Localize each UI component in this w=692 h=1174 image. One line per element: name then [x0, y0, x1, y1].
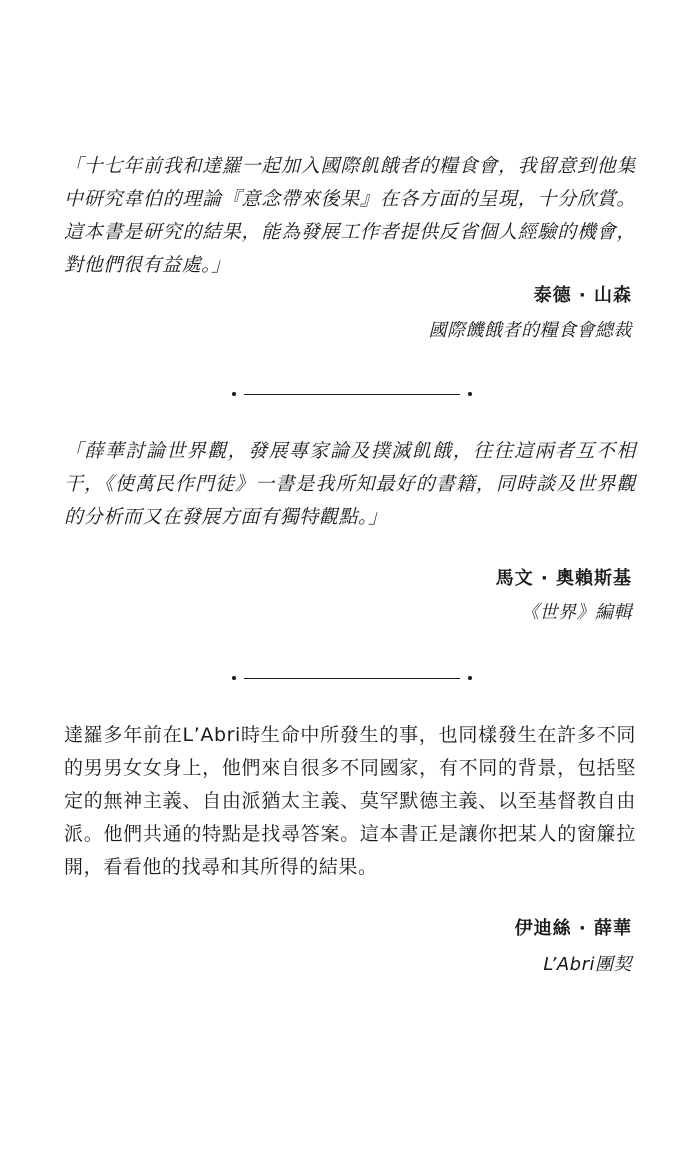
section-divider-2 — [232, 674, 472, 684]
divider-dot — [232, 392, 236, 396]
divider-line — [244, 678, 460, 679]
divider-dot — [468, 676, 472, 680]
divider-dot — [232, 676, 236, 680]
endorsement-quote-1: 「十七年前我和達羅一起加入國際飢餓者的糧食會，我留意到他集中研究韋伯的理論『意念帶來後果』在各方面的呈現，十分欣賞。這本書是研究的結果，能為發展工作者提供反省個人經驗的機會，對他們很有益處。」 — [64, 155, 636, 276]
endorsement-author-3: 伊迪絲 · 薛華 — [514, 918, 632, 939]
divider-dot — [468, 392, 472, 396]
endorsement-role-3: L’Abri團契 — [543, 954, 632, 975]
endorsement-role-1: 國際饑餓者的糧食會總裁 — [428, 320, 632, 341]
endorsement-role-2: 《世界》編輯 — [521, 602, 632, 623]
endorsement-author-2: 馬文 · 奧賴斯基 — [495, 568, 632, 589]
divider-line — [244, 394, 460, 395]
endorsement-author-1: 泰德 · 山森 — [533, 285, 632, 306]
endorsement-quote-3: 達羅多年前在L’Abri時生命中所發生的事，也同樣發生在許多不同的男男女女身上，他們來自很多不同國家，有不同的背景，包括堅定的無神主義、自由派猶太主義、莫罕默德主義、以至基督教自由派。他們共通的特點是找尋答案。這本書正是讓你把某人的窗簾拉開，看看他的找尋和其所得的結果。 — [64, 724, 636, 878]
endorsement-quote-2: 「薛華討論世界觀，發展專家論及撲滅飢餓，往往這兩者互不相干，《使萬民作門徒》一書是我所知最好的書籍，同時談及世界觀的分析而又在發展方面有獨特觀點。」 — [64, 440, 636, 528]
section-divider-1 — [232, 390, 472, 400]
